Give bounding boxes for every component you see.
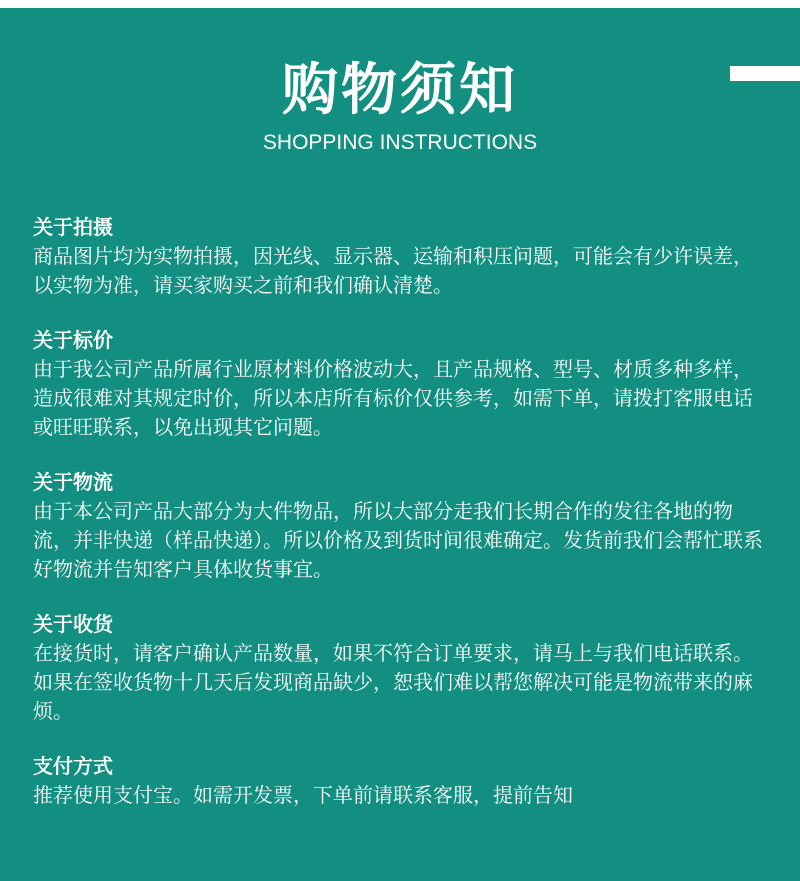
section-logistics [33,468,768,584]
section-body: 由于我公司产品所属行业原材料价格波动大，且产品规格、型号、材质多种多样，造成很难对其规定时价，所以本店所有标价仅供参考，如需下单，请拨打客服电话或旺旺联系，以免出现其它问题。 [33,357,753,439]
shopping-instructions-panel [0,8,800,881]
page-subtitle: SHOPPING INSTRUCTIONS [262,131,538,154]
section-payment [33,752,768,810]
section-body: 由于本公司产品大部分为大件物品，所以大部分走我们长期合作的发往各地的物流，并非快递（样品快递）。所以价格及到货时间很难确定。发货前我们会帮忙联系好物流并告知客户具体收货事宜。 [33,499,763,581]
section-receiving [33,610,768,726]
section-heading: 关于拍摄 [33,215,113,239]
section-heading: 关于收货 [33,612,113,636]
section-heading: 支付方式 [33,754,113,778]
section-body: 在接货时，请客户确认产品数量，如果不符合订单要求，请马上与我们电话联系。如果在签收货物十几天后发现商品缺少，恕我们难以帮您解决可能是物流带来的麻烦。 [33,641,753,723]
section-body: 推荐使用支付宝。如需开发票，下单前请联系客服，提前告知 [33,783,573,807]
section-heading: 关于物流 [33,470,113,494]
page-title: 购物须知 [282,58,518,123]
section-photography [33,213,768,300]
section-heading: 关于标价 [33,328,113,352]
section-pricing [33,326,768,442]
section-body: 商品图片均为实物拍摄，因光线、显示器、运输和积压问题，可能会有少许误差，以实物为准，请买家购买之前和我们确认清楚。 [33,244,753,297]
instruction-sections [33,213,768,836]
